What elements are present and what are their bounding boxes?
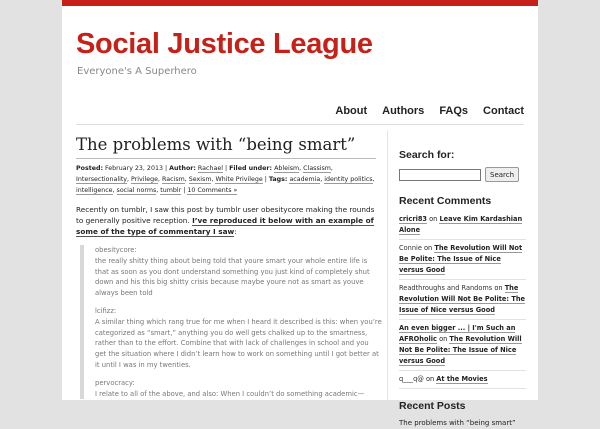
intro-link[interactable]: I’ve reproduced it below with an example of some of the type of commentary I saw: [76, 216, 374, 236]
nav-authors[interactable]: Authors: [382, 105, 425, 117]
top-accent-bar: [62, 0, 538, 6]
sidebar-divider: [387, 130, 388, 400]
category-link[interactable]: White Privilege: [215, 176, 263, 183]
category-link[interactable]: Sexism: [188, 176, 212, 183]
comment-post-link[interactable]: Leave Kim Kardashian Alone: [399, 215, 523, 234]
recent-comments-title: Recent Comments: [399, 195, 492, 207]
list-item: [399, 213, 526, 240]
category-link[interactable]: Privilege: [131, 176, 159, 183]
quote-text: the really shitty thing about being told that youre smart your whole entire life is that as soon as you dont understand something you just kind of completely shut down and his this big shitty crisis because maybe youre not as smart as youve always been told: [95, 256, 370, 298]
list-item: [399, 282, 526, 320]
posted-date: February 23, 2013: [105, 165, 163, 172]
category-link[interactable]: Racism: [162, 176, 185, 183]
page-container: [62, 0, 538, 427]
search-label: Search for:: [399, 149, 455, 161]
category-link[interactable]: Ableism: [274, 165, 300, 172]
post-blockquote: [80, 245, 382, 399]
post-intro: [76, 204, 382, 237]
site-title[interactable]: Social Justice League: [76, 28, 373, 60]
nav-contact[interactable]: Contact: [483, 105, 524, 117]
sidebar: [399, 149, 526, 429]
comments-link[interactable]: 10 Comments »: [187, 187, 238, 194]
recent-posts-title: Recent Posts: [399, 400, 466, 412]
nav-faqs[interactable]: FAQs: [439, 105, 469, 117]
quote-user: lcifizz:: [95, 306, 117, 315]
main-nav: [335, 105, 524, 117]
tags-label: Tags:: [268, 176, 288, 183]
quote-paragraph: [95, 378, 382, 400]
quote-paragraph: [95, 245, 382, 299]
comment-on: on: [425, 375, 435, 383]
category-link[interactable]: Classism: [303, 165, 331, 172]
author-link[interactable]: Rachael: [197, 165, 223, 172]
recent-post-link[interactable]: The problems with “being smart”: [399, 419, 516, 427]
tag-link[interactable]: academia: [289, 176, 321, 183]
quote-user: pervocracy:: [95, 378, 135, 387]
tag-link[interactable]: tumblr: [160, 187, 182, 194]
post-article: [76, 134, 382, 406]
search-input[interactable]: [399, 169, 481, 181]
comment-author: Connie: [399, 244, 422, 252]
comment-on: on: [429, 215, 438, 223]
search-form: [399, 167, 526, 182]
quote-text: I relate to all of the above, and also: When I couldn’t do something academic—: [95, 389, 365, 398]
comment-post-link[interactable]: At the Movies: [436, 375, 488, 383]
site-tagline: Everyone's A Superhero: [77, 66, 197, 77]
intro-text: Recently on tumblr, I saw this post by tumblr user obesitycore making the rounds to generally positive reception.: [76, 205, 375, 225]
comment-author: Readthroughs and Randoms: [399, 284, 493, 292]
category-link[interactable]: Intersectionality: [76, 176, 128, 183]
nav-divider: [76, 124, 524, 125]
tag-link[interactable]: identity politics: [324, 176, 373, 183]
list-item: [399, 373, 526, 389]
quote-text: A similar thing which rang true for me when I heard it described is this: when you’re categorized as “smart,” anything you do well gets chalked up to the smartness, rather than to the effort. Combine that with lack of challenges in school and you get the situation where I didn’t learn how to work on something until I got better at it until I was in my twenties.: [95, 317, 382, 369]
tag-link[interactable]: intelligence: [76, 187, 113, 194]
comment-author: q___q@: [399, 375, 424, 383]
intro-end: :: [234, 227, 237, 236]
comment-post-link[interactable]: The Revolution Will Not Be Polite: The Issue of Nice versus Good: [399, 335, 522, 365]
title-divider: [76, 158, 376, 159]
nav-about[interactable]: About: [335, 105, 368, 117]
comment-on: on: [424, 244, 433, 252]
author-label: Author:: [169, 165, 196, 172]
comment-post-link[interactable]: The Revolution Will Not Be Polite: The Issue of Nice versus Good: [399, 284, 526, 314]
comment-on: on: [494, 284, 503, 292]
tag-link[interactable]: social norms: [116, 187, 157, 194]
filed-label: Filed under:: [229, 165, 273, 172]
comment-author[interactable]: An even bigger ... | I'm Such an AFROholic: [399, 324, 516, 343]
comment-author[interactable]: cricri83: [399, 215, 428, 223]
quote-user: obesitycore:: [95, 246, 137, 254]
recent-comments-list: [399, 213, 526, 389]
post-title[interactable]: The problems with “being smart”: [76, 135, 356, 154]
recent-posts: [399, 400, 526, 429]
comment-post-link[interactable]: The Revolution Will Not Be Polite: The Issue of Nice versus Good: [399, 244, 523, 274]
quote-paragraph: [95, 306, 382, 371]
list-item: [399, 242, 526, 280]
search-button[interactable]: Search: [485, 167, 519, 182]
list-item: [399, 322, 526, 371]
comment-on: on: [439, 335, 448, 343]
post-meta: Posted: February 23, 2013 | Author: Rachael | Filed under: Ableism, Classism, Intersectionality, Privilege, Racism, Sexism, White Privilege | Tags: academia, identity politics, intelligence, social norms, tumblr | 10 Comments »: [76, 165, 375, 194]
posted-label: Posted:: [76, 165, 103, 172]
